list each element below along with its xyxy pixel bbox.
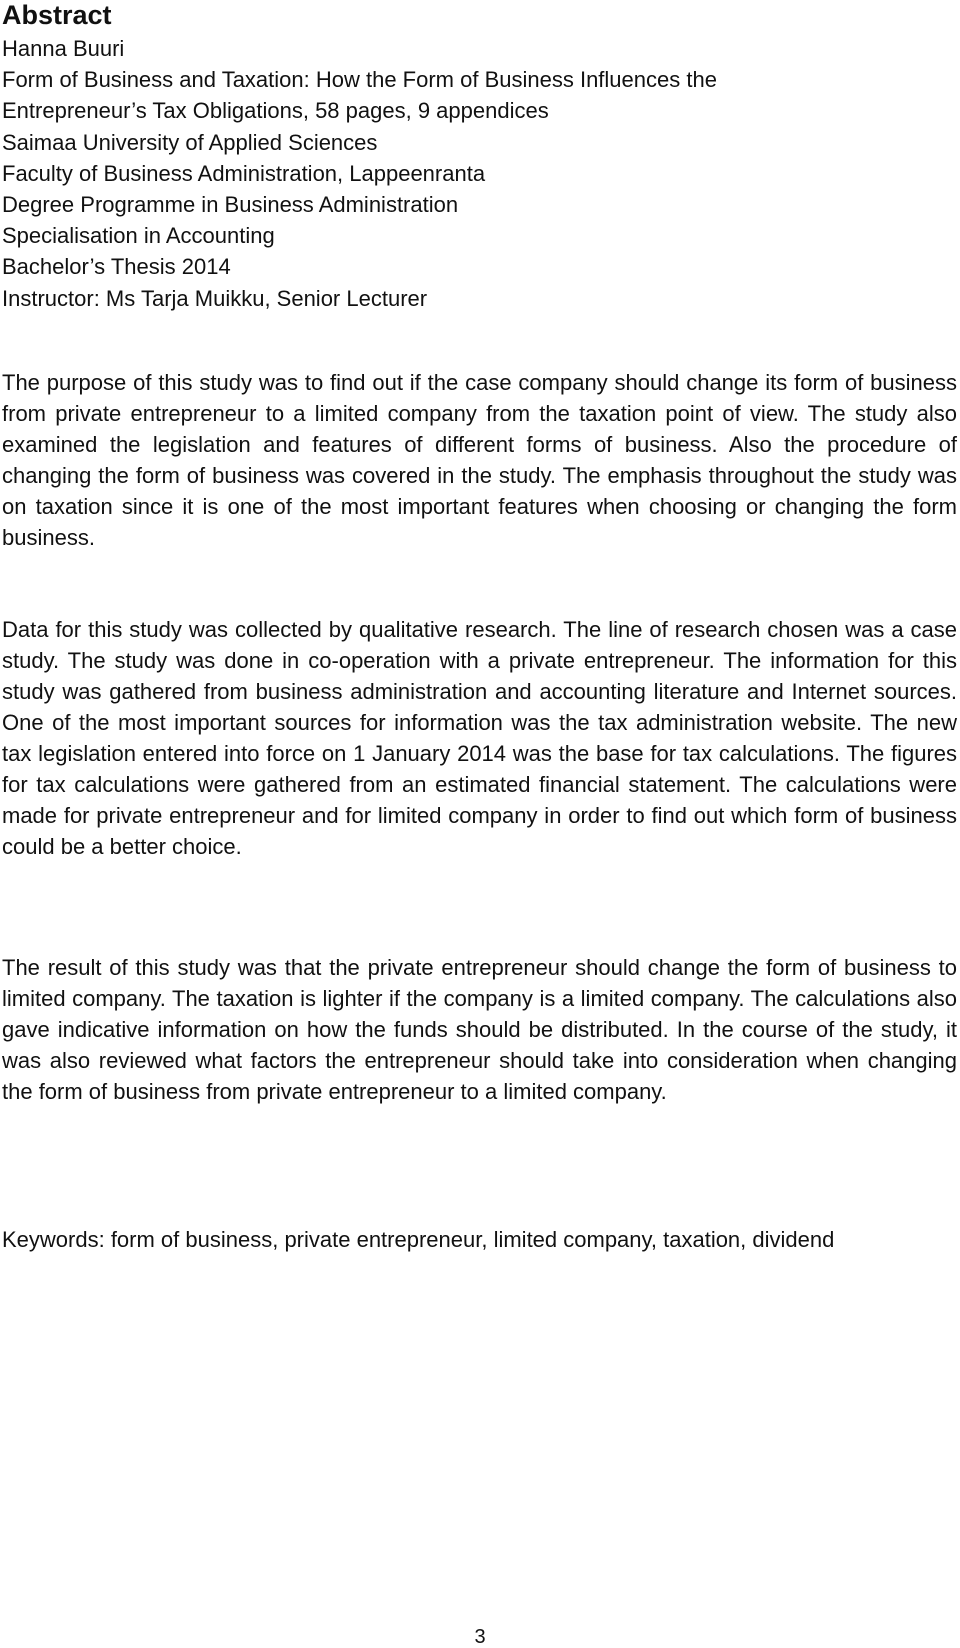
thesis-title-line-2: Entrepreneur’s Tax Obligations, 58 pages, 9 appendices	[2, 98, 549, 124]
abstract-paragraph-purpose: The purpose of this study was to find out if the case company should change its form of business from private entrepreneur to a limited company from the taxation point of view. The study also examined the legislation and features of different forms of business. Also the procedure of changing the form of business was covered in the study. The emphasis throughout the study was on taxation since it is one of the most important features when choosing or changing the form business.	[2, 370, 957, 550]
page-number: 3	[474, 1626, 486, 1648]
instructor: Instructor: Ms Tarja Muikku, Senior Lecturer	[2, 285, 428, 311]
keywords: Keywords: form of business, private entrepreneur, limited company, taxation, dividend	[2, 1227, 835, 1252]
abstract-paragraph-methods: Data for this study was collected by qualitative research. The line of research chosen was a case study. The study was done in co-operation with a private entrepreneur. The information for this study was gathered from business administration and accounting literature and Internet sources. One of the most important sources for information was the tax administration website. The new tax legislation entered into force on 1 January 2014 was the base for tax calculations. The figures for tax calculations were gathered from an estimated financial statement. The calculations were made for private entrepreneur and for limited company in order to find out which form of business could be a better choice.	[2, 617, 957, 859]
abstract-paragraph-results: The result of this study was that the private entrepreneur should change the form of business to limited company. The taxation is lighter if the company is a limited company. The calculations also gave indicative information on how the funds should be distributed. In the course of the study, it was also reviewed what factors the entrepreneur should take into consideration when changing the form of business from private entrepreneur to a limited company.	[2, 955, 957, 1104]
abstract-heading: Abstract	[2, 0, 112, 30]
specialisation: Specialisation in Accounting	[2, 223, 275, 249]
faculty-name: Faculty of Business Administration, Lappeenranta	[2, 160, 486, 186]
thesis-title-line-1: Form of Business and Taxation: How the Form of Business Influences the	[2, 67, 717, 93]
university-name: Saimaa University of Applied Sciences	[2, 129, 378, 155]
thesis-metadata	[2, 33, 952, 314]
degree-programme: Degree Programme in Business Administration	[2, 192, 459, 218]
thesis-type-year: Bachelor’s Thesis 2014	[2, 254, 231, 280]
author-name: Hanna Buuri	[2, 36, 125, 61]
